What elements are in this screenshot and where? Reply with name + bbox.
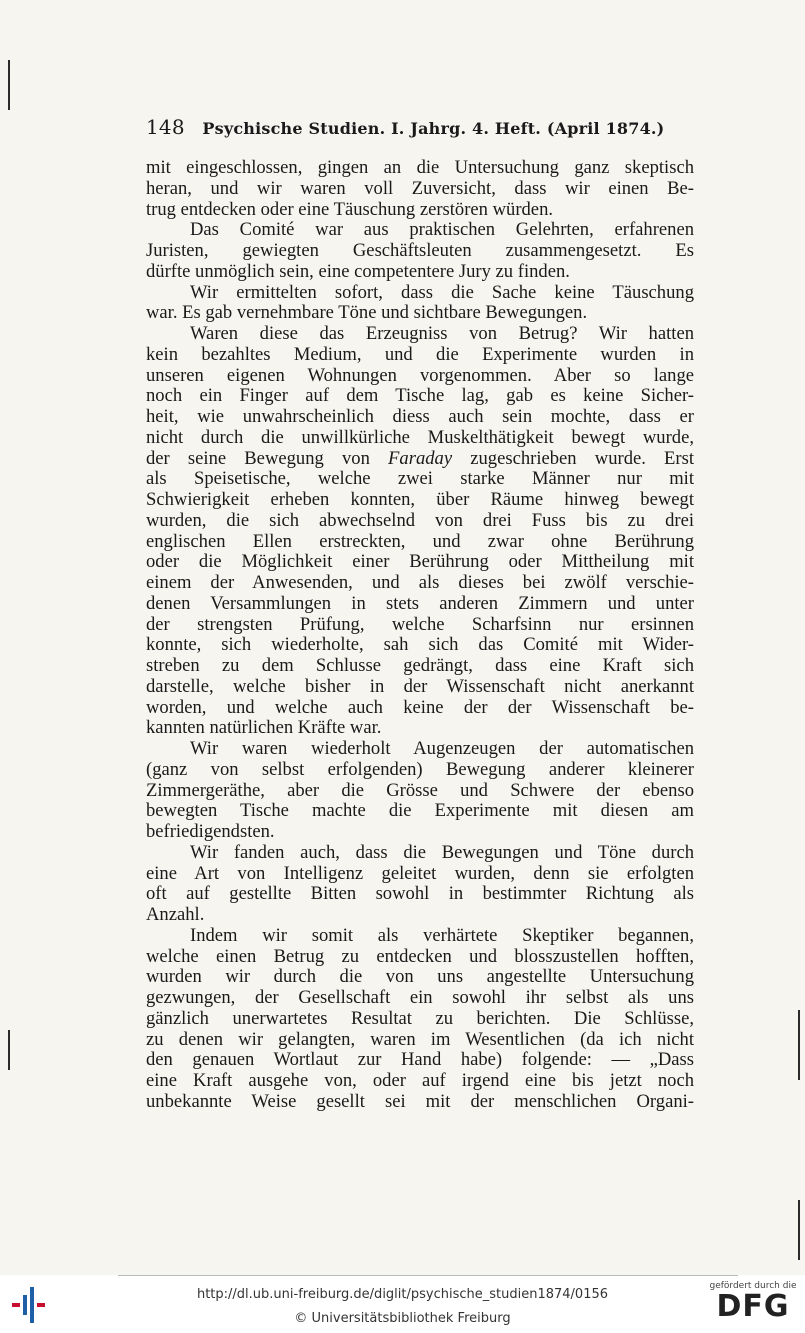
text-line: Wir fanden auch, dass die Bewegungen und Töne durch [190,842,694,863]
dfg-wordmark: DFG [716,1289,790,1324]
text-line: worden, und welche auch keine der der Wissenschaft be- [146,697,694,718]
text-line: eine Art von Intelligenz geleitet wurden, denn sie erfolgten [146,863,694,884]
document-url[interactable]: http://dl.ub.uni-freiburg.de/diglit/psychische_studien1874/0156 [196,1287,609,1302]
text-line: oft auf gestellte Bitten sowohl in bestimmter Richtung als [146,884,694,905]
footer-rule [118,1275,738,1276]
text-line: heran, und wir waren voll Zuversicht, dass wir einen Be- [146,178,694,199]
text-line: mit eingeschlossen, gingen an die Untersuchung ganz skeptisch [146,158,694,178]
text-line: darstelle, welche bisher in der Wissenschaft nicht anerkannt [146,676,694,697]
text-line: gänzlich unerwartetes Resultat zu berichten. Die Schlüsse, [146,1008,694,1029]
text-line: welche einen Betrug zu entdecken und blosszustellen hofften, [146,946,694,967]
text-line: der seine Bewegung von Faraday zugeschrieben wurde. Erst [146,448,694,469]
left-edge-mark-lower [8,1030,10,1070]
text-line: Wir waren wiederholt Augenzeugen der automatischen [190,739,694,759]
dfg-logo [709,1281,797,1323]
text-line: wurden wir durch die von uns angestellte Untersuchung [146,967,694,988]
running-header [146,115,694,139]
text-line: befriedigendsten. [146,822,275,842]
text-line: Waren diese das Erzeugniss von Betrug? Wir hatten [190,324,694,344]
text-line: eine Kraft ausgehe von, oder auf irgend eine bis jetzt noch [146,1071,694,1091]
text-line: unbekannte Weise gesellt sei mit der menschlichen Organi- [146,1091,694,1112]
text-line: zu denen wir gelangten, waren im Wesentlichen (da ich nicht [146,1029,694,1050]
text-line: den genauen Wortlaut zur Hand habe) folgende: — „Dass [146,1050,694,1071]
viewer-footer [0,1275,805,1333]
left-edge-mark [8,60,10,110]
dfg-sponsor-text: gefördert durch die [709,1281,797,1291]
text-line: noch ein Finger auf dem Tische lag, gab es keine Sicher- [146,386,694,407]
copyright-notice: © Universitätsbibliothek Freiburg [294,1311,511,1326]
text-line: dürfte unmöglich sein, eine competentere Jury zu finden. [146,261,570,282]
text-line: wurden, die sich abwechselnd von drei Fuss bis zu drei [146,510,694,531]
right-edge-mark [798,1010,800,1080]
text-line: Juristen, gewiegten Geschäftsleuten zusammengesetzt. Es [146,241,694,261]
page-number: 148 [146,115,185,139]
text-line: Schwierigkeit erheben konnten, über Räume hinweg bewegt [146,490,694,510]
text-line: trug entdecken oder eine Täuschung zerstören würden. [146,199,554,220]
text-line: als Speisetische, welche zwei starke Männer nur mit [146,469,694,490]
text-line: kannten natürlichen Kräfte war. [146,718,382,739]
text-line: gezwungen, der Gesellschaft ein sowohl ihr selbst als uns [146,988,694,1008]
text-line: Anzahl. [146,905,205,925]
body-text [146,158,694,1113]
text-line: unseren eigenen Wohnungen vorgenommen. Aber so lange [146,365,694,386]
text-line: der strengsten Prüfung, welche Scharfsinn nur ersinnen [146,614,694,635]
text-line: nicht durch die unwillkürliche Muskelthätigkeit bewegt wurde, [146,427,694,448]
text-line: Indem wir somit als verhärtete Skeptiker begannen, [190,925,694,946]
text-line: (ganz von selbst erfolgenden) Bewegung anderer kleinerer [146,759,694,780]
running-title: Psychische Studien. I. Jahrg. 4. Heft. (April 1874.) [202,119,665,138]
text-line: war. Es gab vernehmbare Töne und sichtbare Bewegungen. [146,303,588,324]
text-line: heit, wie unwahrscheinlich diess auch sein mochte, dass er [146,407,694,427]
text-line: oder die Möglichkeit einer Berührung oder Mittheilung mit [146,552,694,573]
right-edge-mark-lower [798,1200,800,1260]
text-line: kein bezahltes Medium, und die Experimente wurden in [146,344,694,365]
text-line: englischen Ellen erstreckten, und zwar ohne Berührung [146,531,694,552]
text-line: Wir ermittelten sofort, dass die Sache keine Täuschung [190,282,694,303]
text-line: Zimmergeräthe, aber die Grösse und Schwere der ebenso [146,780,694,801]
text-line: konnte, sich wiederholte, sah sich das Comité mit Wider- [146,635,694,656]
text-line: Das Comité war aus praktischen Gelehrten, erfahrenen [190,220,694,241]
text-line: denen Versammlungen in stets anderen Zimmern und unter [146,593,694,614]
text-line: bewegten Tische machte die Experimente mit diesen am [146,801,694,822]
text-line: streben zu dem Schlusse gedrängt, dass eine Kraft sich [146,656,694,676]
text-line: einem der Anwesenden, und als dieses bei zwölf verschie- [146,573,694,593]
